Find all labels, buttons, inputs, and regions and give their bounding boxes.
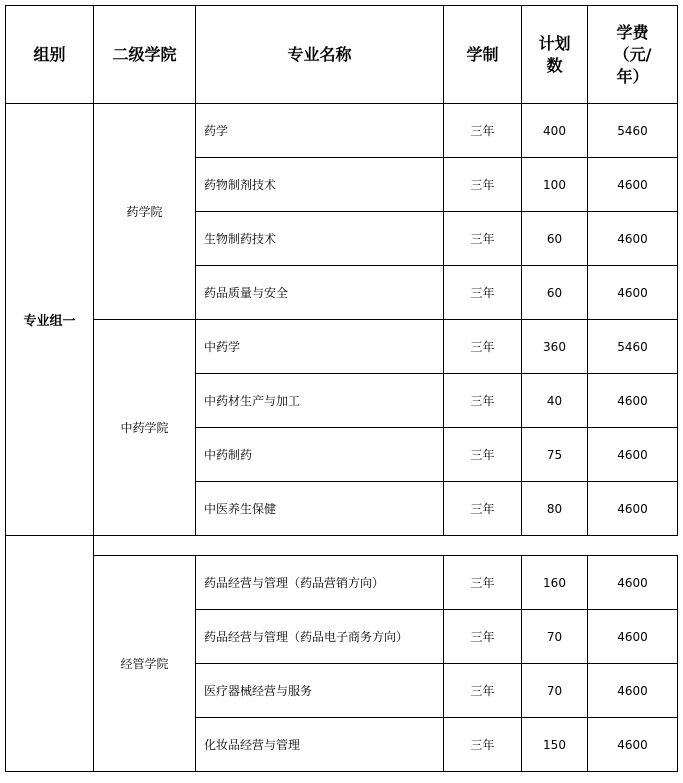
- table-row: [6, 104, 678, 158]
- fee-cell: 5460: [588, 320, 678, 374]
- plan-cell: 40: [522, 374, 588, 428]
- college-cell: 中药学院: [94, 320, 196, 536]
- major-cell: 中药制药: [196, 428, 444, 482]
- enrollment-table: [5, 5, 678, 772]
- fee-cell: 4600: [588, 158, 678, 212]
- group-cell-continued: [6, 536, 94, 556]
- duration-cell: 三年: [444, 428, 522, 482]
- header-fee: 学费（元/年）: [588, 6, 678, 104]
- fee-cell: 5460: [588, 104, 678, 158]
- duration-cell: 三年: [444, 718, 522, 772]
- duration-cell: 三年: [444, 482, 522, 536]
- plan-cell: 150: [522, 718, 588, 772]
- duration-cell: 三年: [444, 104, 522, 158]
- table-row: [6, 556, 678, 610]
- duration-cell: 三年: [444, 610, 522, 664]
- group-cell: 专业组一: [6, 104, 94, 536]
- duration-cell: 三年: [444, 266, 522, 320]
- duration-cell: 三年: [444, 374, 522, 428]
- enrollment-table-wrapper: [5, 5, 677, 772]
- college-cell: 经管学院: [94, 556, 196, 772]
- major-cell: 中医养生保健: [196, 482, 444, 536]
- plan-cell: 60: [522, 212, 588, 266]
- fee-cell: 4600: [588, 212, 678, 266]
- plan-cell: 100: [522, 158, 588, 212]
- major-cell: 化妆品经营与管理: [196, 718, 444, 772]
- fee-cell: 4600: [588, 610, 678, 664]
- header-major: 专业名称: [196, 6, 444, 104]
- duration-cell: 三年: [444, 320, 522, 374]
- college-cell: 药学院: [94, 104, 196, 320]
- major-cell: 中药材生产与加工: [196, 374, 444, 428]
- plan-cell: 75: [522, 428, 588, 482]
- header-college: 二级学院: [94, 6, 196, 104]
- major-cell: 药品经营与管理（药品营销方向）: [196, 556, 444, 610]
- plan-cell: 400: [522, 104, 588, 158]
- fee-cell: 4600: [588, 718, 678, 772]
- header-group: 组别: [6, 6, 94, 104]
- plan-cell: 60: [522, 266, 588, 320]
- fee-cell: 4600: [588, 482, 678, 536]
- plan-cell: 160: [522, 556, 588, 610]
- duration-cell: 三年: [444, 158, 522, 212]
- duration-cell: 三年: [444, 664, 522, 718]
- header-row: [6, 6, 678, 104]
- plan-cell: 70: [522, 610, 588, 664]
- fee-cell: 4600: [588, 428, 678, 482]
- header-duration: 学制: [444, 6, 522, 104]
- page-break-row: [6, 536, 678, 556]
- duration-cell: 三年: [444, 212, 522, 266]
- fee-cell: 4600: [588, 374, 678, 428]
- page-break-spacer: [94, 536, 678, 556]
- table-row: [6, 320, 678, 374]
- major-cell: 药学: [196, 104, 444, 158]
- major-cell: 药品质量与安全: [196, 266, 444, 320]
- major-cell: 中药学: [196, 320, 444, 374]
- major-cell: 药物制剂技术: [196, 158, 444, 212]
- major-cell: 医疗器械经营与服务: [196, 664, 444, 718]
- major-cell: 生物制药技术: [196, 212, 444, 266]
- plan-cell: 70: [522, 664, 588, 718]
- group-cell-continued: [6, 556, 94, 772]
- duration-cell: 三年: [444, 556, 522, 610]
- header-plan: 计划数: [522, 6, 588, 104]
- fee-cell: 4600: [588, 266, 678, 320]
- major-cell: 药品经营与管理（药品电子商务方向）: [196, 610, 444, 664]
- fee-cell: 4600: [588, 556, 678, 610]
- plan-cell: 360: [522, 320, 588, 374]
- fee-cell: 4600: [588, 664, 678, 718]
- plan-cell: 80: [522, 482, 588, 536]
